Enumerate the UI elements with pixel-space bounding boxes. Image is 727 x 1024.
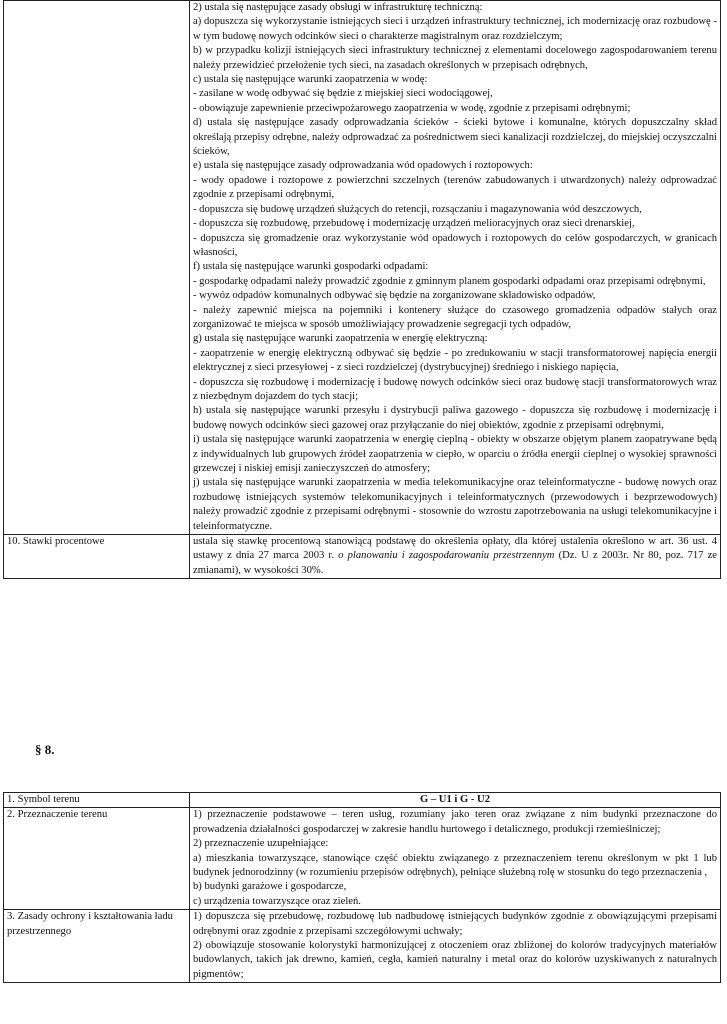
paragraph: c) urządzenia towarzyszące oraz zieleń. [193,895,361,907]
zasady-label: 3. Zasady ochrony i kształtowania ładu przestrzennego [4,910,190,983]
paragraph: - zaopatrzenie w energię elektryczną odbywać się będzie - po zredukowaniu w stacji transformatorowej napięcia energii elektrycznej z sieci przesyłowej - z sieci rozdzielczej (dystrybucyjnej) średniego i niskiego napięcia, [193,347,717,374]
symbol-value: G – U1 i G - U2 [190,793,721,808]
paragraph: e) ustala się następujące zasady odprowadzania wód opadowych i roztopowych: [193,160,533,172]
zasady-cell [190,910,721,983]
paragraph: - dopuszcza się rozbudowę, przebudowę i modernizację urządzeń melioracyjnych oraz sieci drenarskiej, [193,218,635,230]
table-row [4,793,721,808]
table-row [4,535,721,579]
paragraph: c) ustala się następujące warunki zaopatrzenia w wodę: [193,74,428,86]
paragraph: b) w przypadku kolizji istniejących sieci infrastruktury technicznej z elementami docelowego zagospodarowaniem terenu należy przewidzieć przełożenie tych sieci, na zasadach określonych w przepisach odrębnych, [193,45,717,71]
table-row [4,1,721,535]
stawki-text: ustala się stawkę procentową stanowiącą podstawę do określenia opłaty, dla której ustalenia określono w art. 36 ust. 4 ustawy z dnia 27 marca 2003 r. o planowaniu i zagospodarowaniu przestrzennym (Dz. U z 2003r. Nr 80, poz. 717 ze zmianami), w wysokości 30%. [190,535,721,579]
paragraph: 2) obowiązuje stosowanie kolorystyki harmonizującej z otoczeniem oraz zbliżonej do kolorów tradycyjnych materiałów budowlanych, takich jak drewno, kamień, cegła, kamień naturalny i metal oraz do kolorów uzyskiwanych z naturalnych pigmentów; [193,940,717,980]
paragraph: - wody opadowe i roztopowe z powierzchni szczelnych (terenów zabudowanych i utwardzonych) należy odprowadzać zgodnie z przepisami odrębnymi, [193,174,717,201]
paragraph: 1) przeznaczenie podstawowe – teren usług, rozumiany jako teren oraz związane z nim budynki przeznaczone do prowadzenia działalności gospodarczej w zakresie handlu hurtowego i detalicznego, produkcji rzemieślniczej; [193,809,717,835]
paragraph: - obowiązuje zapewnienie przeciwpożarowego zaopatrzenia w wodę, zgodnie z przepisami odrębnymi; [193,102,631,114]
paragraph: i) ustala się następujące warunki zaopatrzenia w energię cieplną - obiekty w obszarze objętym planem zaopatrywane będą z indywidualnych lub grupowych źródeł zaopatrzenia w ciepło, w oparciu o źródła energii cieplnej o wysokiej sprawności grzewczej i niskiej emisji zanieczyszczeń do atmosfery; [193,434,717,474]
paragraph: b) budynki garażowe i gospodarcze, [193,881,347,893]
paragraph: - dopuszcza się budowę urządzeń służących do retencji, rozsączaniu i magazynowania wód deszczowych, [193,203,642,215]
row-label-cell [4,1,190,535]
paragraph: j) ustala się następujące warunki zaopatrzenia w media telekomunikacyjne oraz teleinformatyczne - budowę nowych oraz rozbudowę istniejących systemów telekomunikacyjnych i teleinformatycznych (przewodowych i bezprzewodowych) należy prowadzić zgodnie z przepisami odrębnymi - stosownie do wzrostu zapotrzebowania na usługi telekomunikacyjne i teleinformatyczne. [193,477,717,532]
paragraph: f) ustala się następujące warunki gospodarki odpadami: [193,261,429,273]
regulation-table-g-u [3,792,721,983]
przeznaczenie-label: 2. Przeznaczenie terenu [4,808,190,910]
paragraph: - wywóz odpadów komunalnych odbywać się będzie na zorganizowane składowisko odpadów, [193,290,596,302]
symbol-label: 1. Symbol terenu [4,793,190,808]
section-heading: § 8. [35,742,55,757]
table-row [4,910,721,983]
paragraph: g) ustala się następujące warunki zaopatrzenia w energię elektryczną: [193,333,488,345]
paragraph: - należy zapewnić miejsca na pojemniki i kontenery służące do czasowego gromadzenia odpadów stałych oraz zorganizować te miejsca w sposób umożliwiający prowadzenie segregacji tych odpadów, [193,304,717,330]
regulation-table-continued [3,0,721,579]
paragraph: 2) przeznaczenie uzupełniające: [193,838,329,850]
paragraph: h) ustala się następujące warunki przesyłu i dystrybucji paliwa gazowego - dopuszcza się rozbudowę i modernizację i budowę nowych odcinków sieci gazowej oraz przyłączanie do niej obiektów, zgodnie z przepisami odrębnymi, [193,405,717,431]
paragraph: a) mieszkania towarzyszące, stanowiące część obiektu związanego z przeznaczeniem terenu określonym w pkt 1 lub budynek jednorodzinny (w rozumieniu przepisów odrębnych), pełniące służebną rolę w stosunku do tego przeznaczenia , [193,852,717,879]
przeznaczenie-cell [190,808,721,910]
paragraph: - dopuszcza się gromadzenie oraz wykorzystanie wód opadowych i roztopowych do celów gospodarczych, w granicach własności, [193,232,717,258]
infrastructure-rules-cell [190,1,721,535]
paragraph: - zasilane w wodę odbywać się będzie z miejskiej sieci wodociągowej, [193,88,493,100]
paragraph: - dopuszcza się rozbudowę i modernizację i budowę nowych odcinków sieci oraz budowę stacji transformatorowych wraz z niezbędnym dojazdem do tych stacji; [193,376,717,402]
paragraph: 1) dopuszcza się przebudowę, rozbudowę lub nadbudowę istniejących budynków zgodnie z obowiązującymi przepisami odrębnymi oraz zgodnie z przepisami szczegółowymi uchwały; [193,911,717,937]
stawki-label: 10. Stawki procentowe [4,535,190,579]
paragraph: 2) ustala się następujące zasady obsługi w infrastrukturę techniczną: [193,2,483,13]
paragraph: - gospodarkę odpadami należy prowadzić zgodnie z gminnym planem gospodarki odpadami oraz przepisami odrębnymi, [193,275,706,287]
paragraph: d) ustala się następujące zasady odprowadzania ścieków - ścieki bytowe i komunalne, których dopuszczalny skład określają przepisy odrębne, należy odprowadzać za pośrednictwem sieci kanalizacji rozdzielczej, do miejskiej oczyszczalni ścieków, [193,117,717,158]
paragraph: a) dopuszcza się wykorzystanie istniejących sieci i urządzeń infrastruktury technicznej, ich modernizację oraz rozbudowę - w tym budowę nowych odcinków sieci o charakterze magistralnym oraz rozdzielczym; [193,16,717,42]
table-row [4,808,721,910]
